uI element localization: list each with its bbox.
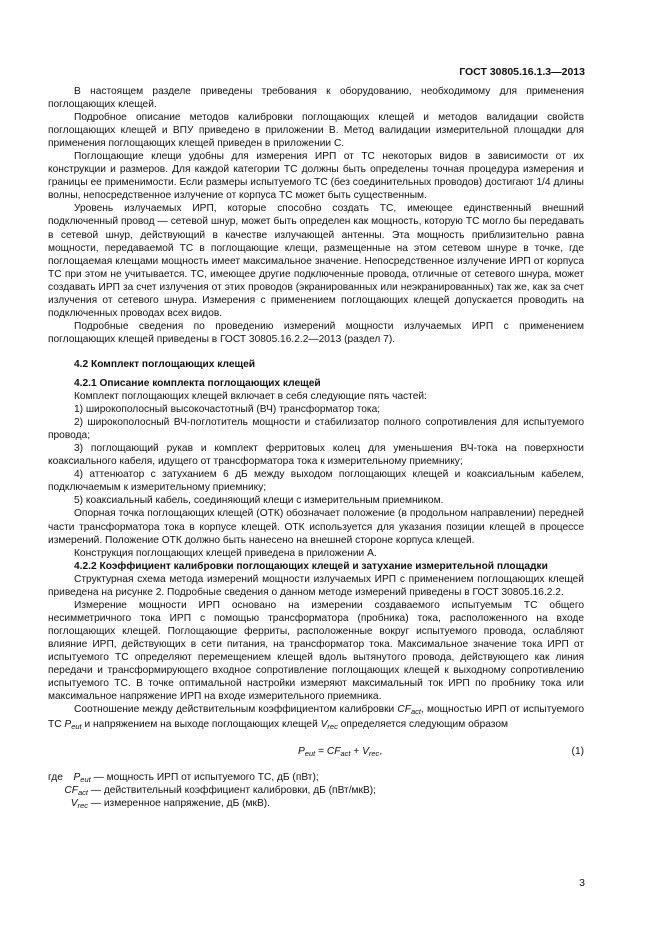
- list-item: 2) широкополосный ВЧ-поглотитель мощности и стабилизатор полного сопротивления для испытуемого провода;: [48, 417, 584, 442]
- paragraph: Подробное описание методов калибровки поглощающих клещей и методов валидации свойств поглощающих клещей и ВПУ приведено в приложении В. Метод валидации измерительной площадки для применения поглощающих клещей приведен в приложении С.: [48, 112, 584, 150]
- definition-row: $V_{rec}$ — измеренное напряжение, дБ (мкВ).: [70, 798, 270, 811]
- relation-paragraph: Соотношение между действительным коэффициентом калибровки $CF_{act}$, мощностью ИРП от испытуемого ТС $P_{eut}$ и напряжением на выходе поглощающих клещей $V_{rec}$ определяется следующим образом: [48, 704, 584, 732]
- list-item: 5) коаксиальный кабель, соединяющий клещи с измерительным приемником.: [74, 495, 444, 507]
- section-heading-4-2-1: 4.2.1 Описание комплекта поглощающих клещей: [74, 377, 321, 389]
- paragraph: Измерение мощности ИРП основано на измерении создаваемого испытуемым ТС общего несимметричного тока ИРП с помощью трансформатора (пробника) тока, расположенного на входе поглощающих клещей. Поглощающие ферриты, расположенные вокруг испытуемого провода, ослабляют влияние ИРП, действующих в сети питания, на трансформатор тока. Максимальное значение тока ИРП от испытуемого ТС определяют перемещением клещей вдоль вытянутого провода, действующего как линия передачи и трансформирующего входное сопротивление поглощающих клещей к выходному сопротивлению испытуемого ТС. В точке оптимальной настройки измеряют максимальный ток ИРП по пробнику тока или максимальное напряжение ИРП на входе измерительного приемника.: [48, 599, 584, 703]
- list-item: 3) поглощающий рукав и комплект ферритовых колец для уменьшения ВЧ-тока на поверхности коаксиального кабеля, идущего от трансформатора тока к измерительному приемнику;: [48, 443, 584, 468]
- section-heading-4-2: 4.2 Комплект поглощающих клещей: [74, 358, 256, 370]
- paragraph: Конструкция поглощающих клещей приведена в приложении А.: [74, 547, 377, 559]
- document-header: ГОСТ 30805.16.1.3—2013: [459, 66, 585, 78]
- paragraph: Поглощающие клещи удобны для измерения ИРП от ТС некоторых видов в зависимости от их конструкции и размеров. Для каждой категории ТС должны быть определены точная процедура измерения и границы ее применимости. Если размеры испытуемого ТС (без соединительных проводов) достигают 1/4 длины волны, непосредственное излучение от корпуса ТС может быть существенным.: [48, 151, 584, 202]
- paragraph: Подробные сведения по проведению измерений мощности излучаемых ИРП с применением поглощающих клещей приведены в ГОСТ 30805.16.2.2—2013 (раздел 7).: [48, 320, 584, 345]
- section-heading-4-2-2: 4.2.2 Коэффициент калибровки поглощающих клещей и затухание измерительной площадки: [74, 560, 548, 572]
- list-item: 4) аттенюатор с затуханием 6 дБ между выходом поглощающих клещей и коаксиальным кабелем, подключаемым к измерительному приемнику;: [48, 469, 584, 494]
- paragraph: Уровень излучаемых ИРП, которые способно создать ТС, имеющее единственный внешний подключенный провод — сетевой шнур, может быть определен как мощность, которую ТС могло бы передавать в сетевой шнур, действующий в качестве излучающей антенны. Эта мощность приблизительно равна мощности, передаваемой ТС в поглощающие клещи, размещенные на этом сетевом шнуре в точке, где поглощаемая клещами мощность имеет максимальное значение. Непосредственное излучение ИРП от корпуса ТС при этом не учитывается. ТС, имеющее другие подключенные провода, отличные от сетевого шнура, может создавать ИРП за счет излучения от этих проводов (экранированных или неэкранированных) так же, как за счет излучения от сетевого шнура. Измерения с применением поглощающих клещей допускается проводить на подключенных проводах всех видов.: [48, 203, 584, 319]
- paragraph: В настоящем разделе приведены требования к оборудованию, необходимому для применения поглощающих клещей.: [48, 86, 584, 111]
- equation-formula: $P_{eut} = CF_{act} + V_{rec}$,: [298, 746, 383, 759]
- page-body: [48, 85, 584, 810]
- equation-1: [48, 739, 584, 765]
- definition-row: $CF_{act}$ — действительный коэффициент калибровки, дБ (пВт/мкВ);: [64, 785, 376, 798]
- paragraph: Опорная точка поглощающих клещей (ОТК) обозначает положение (в продольном направлении) передней части трансформатора тока в корпусе клещей. ОТК используется для указания позиции клещей в процессе измерений. Положение ОТК должно быть нанесено на внешней стороне корпуса клещей.: [48, 508, 584, 546]
- paragraph: Комплект поглощающих клещей включает в себя следующие пять частей:: [74, 391, 427, 403]
- list-item: 1) широкополосный высокочастотный (ВЧ) трансформатор тока;: [74, 404, 381, 416]
- equation-number: (1): [571, 746, 584, 758]
- definition-row: где $P_{eut}$ — мощность ИРП от испытуемого ТС, дБ (пВт);: [48, 772, 319, 785]
- page-number: 3: [579, 877, 585, 889]
- symbol-definitions: [48, 771, 584, 810]
- paragraph: Структурная схема метода измерений мощности излучаемых ИРП с применением поглощающих клещей приведена на рисунке 2. Подробные сведения о данном методе измерений приведены в ГОСТ 30805.16.2.2.: [48, 573, 584, 598]
